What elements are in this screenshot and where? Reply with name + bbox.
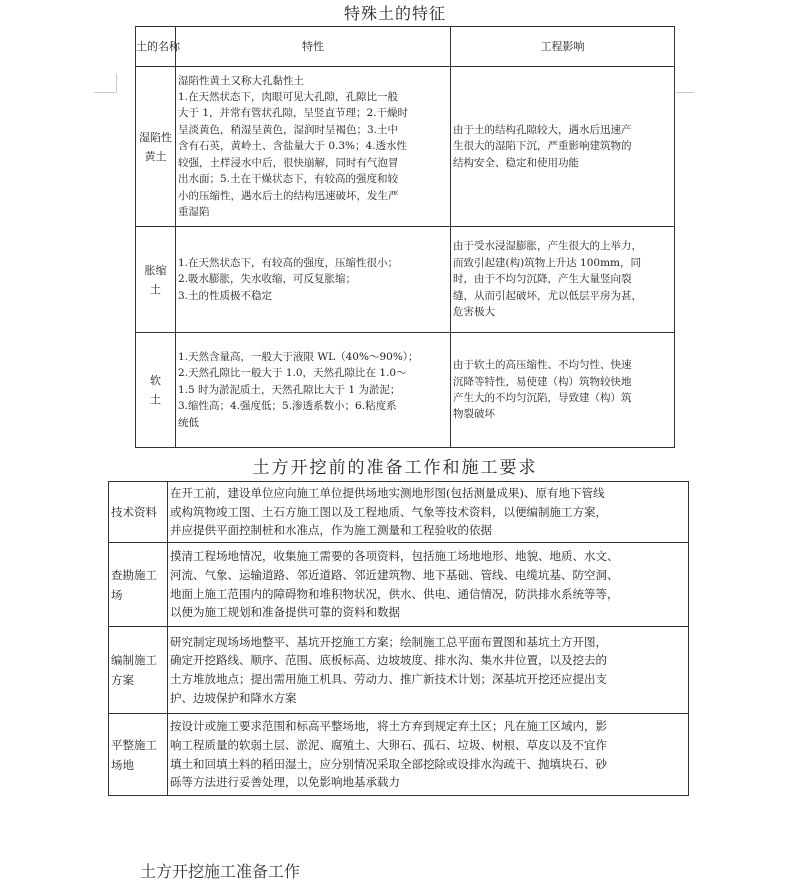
- soil-properties: 1.在天然状态下，有较高的强度，压缩性很小； 2.吸水膨胀，失水收缩，可反复胀缩； 3.土的性质极不稳定: [176, 227, 451, 333]
- prep-item-content: 在开工前，建设单位应向施工单位提供场地实测地形图(包括测量成果)、原有地下管线 或构筑物竣工图、土石方施工图以及工程地质、气象等技术资料，以便编制施工方案， 并应提供平面控制桩和水准点，作为施工测量和工程验收的依据: [168, 482, 689, 543]
- header-soil-name: 土的名称: [136, 27, 176, 67]
- soil-impact: 由于土的结构孔隙较大，遇水后迅速产 生很大的湿陷下沉，严重影响建筑物的 结构安全、稳定和使用功能: [451, 67, 675, 227]
- header-impact: 工程影响: [451, 27, 675, 67]
- preparation-table: [108, 481, 689, 796]
- soil-properties: 湿陷性黄土又称大孔黏性土 1.在天然状态下，肉眼可见大孔隙，孔隙比一般 大于 1，并常有管状孔隙，呈竖直节理；2.干燥时 呈淡黄色，稍湿呈黄色，湿润时呈褐色；3.土中 含有石英，黄岭土、含盐量大于 0.3%；4.透水性 较强，土样浸水中后，很快崩解，同时有气泡冒 出水面；5.土在干燥状态下，有较高的强度和较 小的压缩性，遇水后土的结构迅速破坏，发生严 重湿陷: [176, 67, 451, 227]
- table-row: [136, 227, 675, 333]
- soil-impact: 由于软土的高压缩性、不均匀性、快速 沉降等特性，易使建（构）筑物较快地 产生大的不均匀沉陷，导致建（构）筑 物裂破坏: [451, 333, 675, 448]
- prep-item-technical-data: 技术资料: [109, 482, 168, 543]
- table-row: [109, 714, 689, 796]
- table-row: [109, 482, 689, 543]
- table-row: [136, 67, 675, 227]
- prep-item-content: 摸清工程场地情况，收集施工需要的各项资料，包括施工场地地形、地貌、地质、水文、 河流、气象、运输道路、邻近道路、邻近建筑物、地下基础、管线、电缆坑基、防空洞、 地面上施工范围内的障碍物和堆积物状况，供水、供电、通信情况，防洪排水系统等等， 以便为施工规划和准备提供可靠的资料和数据: [168, 543, 689, 627]
- table-header-row: [136, 27, 675, 67]
- soil-name-soft-soil: 软 土: [136, 333, 176, 448]
- soil-properties: 1.天然含量高，一般大于液限 WL（40%～90%）； 2.天然孔隙比一般大于 1.0，天然孔隙比在 1.0～ 1.5 时为淤泥质土，天然孔隙比大于 1 为淤泥； 3.缩性高；4.强度低；5.渗透系数小；6.粘度系 统低: [176, 333, 451, 448]
- soil-name-collapsible-loess: 湿陷性 黄土: [136, 67, 176, 227]
- prep-item-construction-plan: 编制施工 方案: [109, 627, 168, 714]
- soil-name-expansive-soil: 胀缩 土: [136, 227, 176, 333]
- prep-item-content: 研究制定现场场地整平、基坑开挖施工方案；绘制施工总平面布置图和基坑土方开图， 确定开挖路线、顺序、范围、底板标高、边坡坡度、排水沟、集水井位置，以及挖去的 土方堆放地点；提出需用施工机具、劳动力、推广新技术计划；深基坑开挖还应提出支 护、边坡保护和降水方案: [168, 627, 689, 714]
- cut-off-next-heading: 土方开挖施工准备工作: [140, 862, 301, 881]
- soil-impact: 由于受水浸湿膨胀，产生很大的上举力， 而致引起建(构)筑物上升达 100mm，同 时，由于不均匀沉降，产生大量竖向裂 缝，从而引起破坏，尤以低层平房为甚， 危害极大: [451, 227, 675, 333]
- table-row: [136, 333, 675, 448]
- preparation-title: 土方开挖前的准备工作和施工要求: [252, 458, 538, 478]
- table-row: [109, 543, 689, 627]
- header-properties: 特性: [176, 27, 451, 67]
- special-soil-title: 特殊土的特征: [343, 4, 446, 23]
- prep-item-site-survey: 查勘施工 场: [109, 543, 168, 627]
- table-row: [109, 627, 689, 714]
- crop-mark-right: [676, 92, 694, 93]
- prep-item-content: 按设计或施工要求范围和标高平整场地，将土方弃到规定弃土区；凡在施工区域内，影 响工程质量的软弱土层、淤泥、腐殖土、大卵石、孤石、垃圾、树根、草皮以及不宜作 填土和回填土料的稻田湿土，应分别情况采取全部挖除或设排水沟疏干、抛填块石、砂 砾等方法进行妥善处理，以免影响地基承载力: [168, 714, 689, 796]
- prep-item-site-leveling: 平整施工 场地: [109, 714, 168, 796]
- special-soil-table: [135, 26, 675, 448]
- crop-mark-left-vertical: [116, 74, 117, 92]
- crop-mark-left: [94, 92, 116, 93]
